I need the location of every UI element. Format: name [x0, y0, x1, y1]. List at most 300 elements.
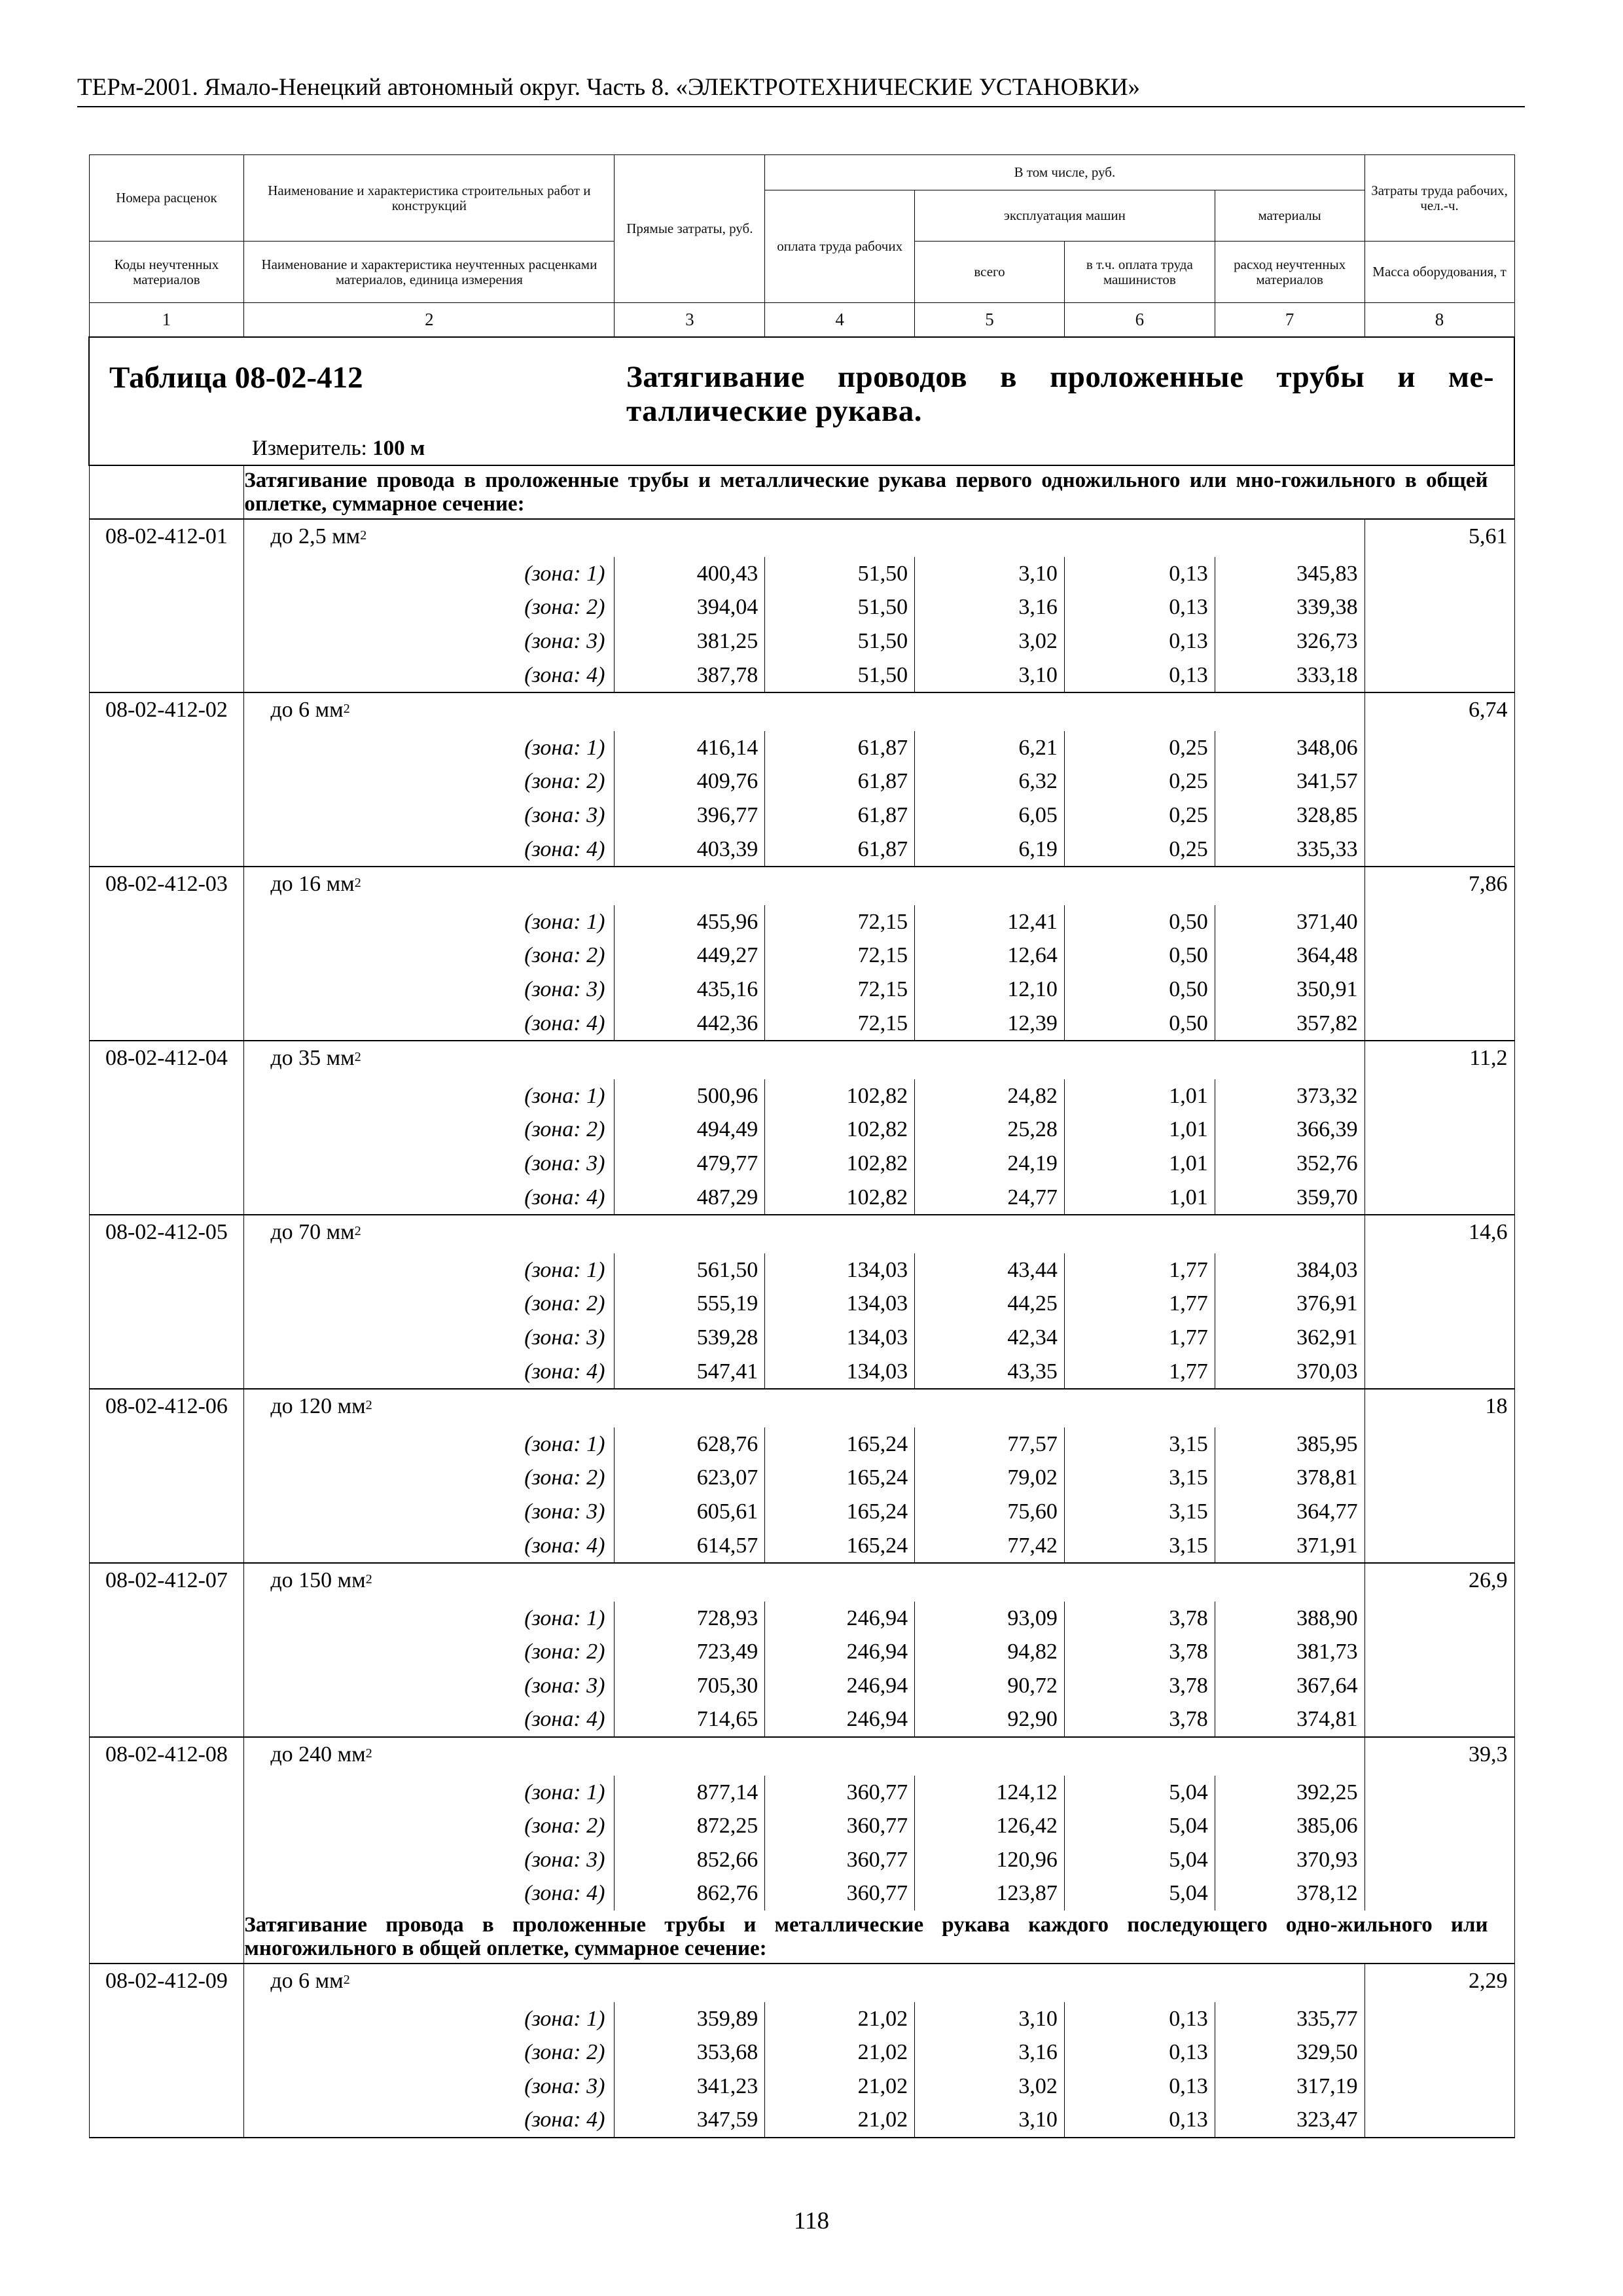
- empty-cell: [89, 731, 244, 765]
- rate-row: [89, 1389, 1514, 1427]
- rate-name-text: до 6 мм: [270, 698, 344, 723]
- value-machinists: 0,13: [1064, 591, 1215, 625]
- value-machinists: 1,01: [1064, 1147, 1215, 1181]
- header-machines-total: всего: [915, 242, 1065, 303]
- value-machinists: 3,15: [1064, 1427, 1215, 1462]
- zone-row: [89, 1355, 1514, 1390]
- zone-label: (зона: 2): [244, 1809, 615, 1843]
- value-machinists: 1,77: [1064, 1287, 1215, 1321]
- value-machines: 90,72: [915, 1669, 1065, 1703]
- empty-cell: [1364, 1809, 1514, 1843]
- zone-row: [89, 1147, 1514, 1181]
- value-materials: 328,85: [1215, 798, 1364, 833]
- value-direct: 347,59: [615, 2104, 765, 2138]
- zone-label: (зона: 1): [244, 1776, 615, 1810]
- value-labor: 165,24: [765, 1495, 915, 1529]
- value-direct: 435,16: [615, 973, 765, 1007]
- value-direct: 539,28: [615, 1321, 765, 1355]
- value-machinists: 3,15: [1064, 1495, 1215, 1529]
- value-labor: 21,02: [765, 2104, 915, 2138]
- zone-row: [89, 1253, 1514, 1287]
- empty-cell: [89, 1321, 244, 1355]
- value-labor: 102,82: [765, 1147, 915, 1181]
- column-number: 6: [1064, 303, 1215, 337]
- zone-label: (зона: 1): [244, 1079, 615, 1113]
- value-machines: 6,21: [915, 731, 1065, 765]
- value-labor: 51,50: [765, 557, 915, 591]
- rate-code: 08-02-412-02: [89, 692, 244, 731]
- empty-cell: [89, 1427, 244, 1462]
- value-materials: 326,73: [1215, 624, 1364, 658]
- value-machinists: 0,13: [1064, 2070, 1215, 2104]
- value-machinists: 5,04: [1064, 1843, 1215, 1877]
- empty-cell: [89, 905, 244, 939]
- value-machinists: 0,50: [1064, 939, 1215, 973]
- rate-name: [244, 1389, 1364, 1427]
- value-materials: 385,95: [1215, 1427, 1364, 1462]
- value-direct: 442,36: [615, 1007, 765, 1041]
- zone-row: [89, 1462, 1514, 1496]
- zone-label: (зона: 2): [244, 591, 615, 625]
- value-machines: 43,44: [915, 1253, 1065, 1287]
- value-labor: 134,03: [765, 1355, 915, 1390]
- zone-row: [89, 1495, 1514, 1529]
- zone-row: [89, 624, 1514, 658]
- value-machinists: 1,01: [1064, 1113, 1215, 1147]
- value-labor: 21,02: [765, 2002, 915, 2036]
- value-labor: 61,87: [765, 833, 915, 867]
- zone-row: [89, 731, 1514, 765]
- zone-row: [89, 1079, 1514, 1113]
- value-machines: 92,90: [915, 1703, 1065, 1738]
- value-materials: 317,19: [1215, 2070, 1364, 2104]
- value-machines: 123,87: [915, 1877, 1065, 1911]
- rate-code: 08-02-412-04: [89, 1041, 244, 1079]
- zone-label: (зона: 3): [244, 1669, 615, 1703]
- header-labor-costs: Затраты труда рабочих, чел.-ч.: [1364, 155, 1514, 242]
- zone-row: [89, 1529, 1514, 1564]
- value-machines: 43,35: [915, 1355, 1065, 1390]
- value-direct: 561,50: [615, 1253, 765, 1287]
- value-machinists: 3,15: [1064, 1529, 1215, 1564]
- value-labor: 102,82: [765, 1113, 915, 1147]
- value-labor: 360,77: [765, 1877, 915, 1911]
- value-materials: 329,50: [1215, 2036, 1364, 2070]
- empty-cell: [89, 1703, 244, 1738]
- empty-cell: [1364, 1669, 1514, 1703]
- section-heading: Затягивание провода в проложенные трубы и металлические рукава первого одножильного или мно-гожильного в общей оплетке, суммарное сечение:: [244, 468, 1488, 516]
- unit-value: 100 м: [372, 436, 425, 460]
- value-machines: 12,64: [915, 939, 1065, 973]
- empty-cell: [89, 624, 244, 658]
- zone-label: (зона: 2): [244, 2036, 615, 2070]
- value-machines: 126,42: [915, 1809, 1065, 1843]
- zone-row: [89, 1636, 1514, 1670]
- empty-cell: [1364, 765, 1514, 799]
- zone-row: [89, 1007, 1514, 1041]
- empty-cell: [89, 658, 244, 693]
- value-direct: 852,66: [615, 1843, 765, 1877]
- rate-name-text: до 70 мм: [270, 1220, 355, 1245]
- zone-row: [89, 2036, 1514, 2070]
- rate-row: [89, 1964, 1514, 2002]
- zone-label: (зона: 4): [244, 658, 615, 693]
- zone-label: (зона: 3): [244, 973, 615, 1007]
- value-machines: 3,10: [915, 557, 1065, 591]
- zone-row: [89, 557, 1514, 591]
- empty-cell: [1364, 557, 1514, 591]
- zone-label: (зона: 4): [244, 1181, 615, 1215]
- empty-cell: [89, 1147, 244, 1181]
- value-machines: 124,12: [915, 1776, 1065, 1810]
- section-heading-cell: [244, 465, 1514, 519]
- value-materials: 385,06: [1215, 1809, 1364, 1843]
- value-labor: 51,50: [765, 624, 915, 658]
- zone-label: (зона: 3): [244, 2070, 615, 2104]
- value-machinists: 0,13: [1064, 557, 1215, 591]
- rate-code: 08-02-412-03: [89, 867, 244, 905]
- value-direct: 487,29: [615, 1181, 765, 1215]
- empty-cell: [89, 1495, 244, 1529]
- labor-cost-value: 6,74: [1364, 692, 1514, 731]
- empty-cell: [1364, 1007, 1514, 1041]
- value-materials: 381,73: [1215, 1636, 1364, 1670]
- zone-row: [89, 658, 1514, 693]
- table-title: Затягивание проводов в проложенные трубы и ме-таллические рукава.: [626, 359, 1494, 428]
- value-direct: 449,27: [615, 939, 765, 973]
- value-machinists: 3,15: [1064, 1462, 1215, 1496]
- value-materials: 392,25: [1215, 1776, 1364, 1810]
- empty-cell: [1364, 973, 1514, 1007]
- labor-cost-value: 11,2: [1364, 1041, 1514, 1079]
- square-superscript: 2: [354, 1050, 361, 1065]
- section-heading-row: [89, 1910, 1514, 1964]
- empty-cell: [1364, 905, 1514, 939]
- empty-cell: [89, 1669, 244, 1703]
- empty-cell: [1364, 1321, 1514, 1355]
- empty-cell: [1364, 1253, 1514, 1287]
- value-direct: 714,65: [615, 1703, 765, 1738]
- value-machinists: 0,13: [1064, 624, 1215, 658]
- value-direct: 396,77: [615, 798, 765, 833]
- value-materials: 333,18: [1215, 658, 1364, 693]
- value-machinists: 0,25: [1064, 833, 1215, 867]
- empty-cell: [1364, 1113, 1514, 1147]
- zone-label: (зона: 4): [244, 833, 615, 867]
- empty-cell: [1364, 658, 1514, 693]
- value-materials: 366,39: [1215, 1113, 1364, 1147]
- rate-code: 08-02-412-07: [89, 1563, 244, 1602]
- empty-cell: [89, 1287, 244, 1321]
- value-materials: 339,38: [1215, 591, 1364, 625]
- value-labor: 246,94: [765, 1703, 915, 1738]
- zone-row: [89, 1602, 1514, 1636]
- zone-label: (зона: 2): [244, 1462, 615, 1496]
- section-heading-spacer: [89, 1910, 244, 1964]
- value-labor: 134,03: [765, 1321, 915, 1355]
- value-direct: 353,68: [615, 2036, 765, 2070]
- empty-cell: [1364, 1843, 1514, 1877]
- value-machines: 12,41: [915, 905, 1065, 939]
- value-labor: 165,24: [765, 1529, 915, 1564]
- value-machinists: 1,77: [1064, 1355, 1215, 1390]
- zone-label: (зона: 3): [244, 1321, 615, 1355]
- value-machinists: 3,78: [1064, 1703, 1215, 1738]
- zone-label: (зона: 2): [244, 765, 615, 799]
- square-superscript: 2: [360, 528, 367, 543]
- value-materials: 376,91: [1215, 1287, 1364, 1321]
- value-machines: 6,32: [915, 765, 1065, 799]
- value-materials: 364,48: [1215, 939, 1364, 973]
- value-machinists: 0,13: [1064, 2036, 1215, 2070]
- value-labor: 72,15: [765, 939, 915, 973]
- value-machinists: 1,01: [1064, 1079, 1215, 1113]
- value-labor: 72,15: [765, 1007, 915, 1041]
- value-machinists: 0,50: [1064, 905, 1215, 939]
- empty-cell: [89, 1007, 244, 1041]
- value-direct: 555,19: [615, 1287, 765, 1321]
- value-labor: 165,24: [765, 1427, 915, 1462]
- value-machines: 3,16: [915, 591, 1065, 625]
- empty-cell: [1364, 1181, 1514, 1215]
- rates-table: [88, 154, 1515, 2138]
- value-machinists: 0,25: [1064, 798, 1215, 833]
- zone-row: [89, 798, 1514, 833]
- value-materials: 371,91: [1215, 1529, 1364, 1564]
- header-work-name: Наименование и характеристика строительных работ и конструкций: [244, 155, 615, 242]
- section-heading-spacer: [89, 465, 244, 519]
- value-machines: 6,05: [915, 798, 1065, 833]
- value-labor: 102,82: [765, 1079, 915, 1113]
- value-direct: 605,61: [615, 1495, 765, 1529]
- rate-row: [89, 519, 1514, 558]
- zone-label: (зона: 4): [244, 1529, 615, 1564]
- empty-cell: [89, 1355, 244, 1390]
- empty-cell: [89, 1877, 244, 1911]
- column-number: 4: [765, 303, 915, 337]
- empty-cell: [89, 833, 244, 867]
- value-direct: 547,41: [615, 1355, 765, 1390]
- column-number: 2: [244, 303, 615, 337]
- value-labor: 246,94: [765, 1669, 915, 1703]
- value-direct: 877,14: [615, 1776, 765, 1810]
- value-machines: 3,16: [915, 2036, 1065, 2070]
- value-machinists: 1,77: [1064, 1321, 1215, 1355]
- value-machines: 93,09: [915, 1602, 1065, 1636]
- zone-row: [89, 1181, 1514, 1215]
- square-superscript: 2: [365, 1398, 372, 1413]
- header-machinist-pay: в т.ч. оплата труда машинистов: [1064, 242, 1215, 303]
- empty-cell: [89, 2104, 244, 2138]
- section-heading-row: [89, 465, 1514, 519]
- header-rate-numbers: Номера расценок: [89, 155, 244, 242]
- zone-label: (зона: 3): [244, 624, 615, 658]
- zone-row: [89, 1843, 1514, 1877]
- zone-row: [89, 2104, 1514, 2138]
- value-machinists: 0,25: [1064, 731, 1215, 765]
- value-machinists: 0,50: [1064, 1007, 1215, 1041]
- value-labor: 360,77: [765, 1809, 915, 1843]
- value-materials: 367,64: [1215, 1669, 1364, 1703]
- value-machines: 79,02: [915, 1462, 1065, 1496]
- value-machines: 12,39: [915, 1007, 1065, 1041]
- empty-cell: [1364, 1636, 1514, 1670]
- empty-cell: [1364, 1529, 1514, 1564]
- value-materials: 352,76: [1215, 1147, 1364, 1181]
- value-labor: 61,87: [765, 731, 915, 765]
- value-machines: 42,34: [915, 1321, 1065, 1355]
- value-machines: 75,60: [915, 1495, 1065, 1529]
- value-materials: 378,12: [1215, 1877, 1364, 1911]
- value-materials: 359,70: [1215, 1181, 1364, 1215]
- rate-row: [89, 1215, 1514, 1253]
- empty-cell: [1364, 1355, 1514, 1390]
- zone-row: [89, 1877, 1514, 1911]
- value-labor: 61,87: [765, 765, 915, 799]
- value-machines: 12,10: [915, 973, 1065, 1007]
- value-machines: 77,57: [915, 1427, 1065, 1462]
- value-labor: 246,94: [765, 1602, 915, 1636]
- rate-name-text: до 150 мм: [270, 1568, 366, 1593]
- zone-row: [89, 1669, 1514, 1703]
- zone-row: [89, 973, 1514, 1007]
- square-superscript: 2: [354, 1224, 361, 1239]
- empty-cell: [1364, 1287, 1514, 1321]
- rate-name: [244, 519, 1364, 558]
- rate-name: [244, 1563, 1364, 1602]
- value-machines: 24,82: [915, 1079, 1065, 1113]
- rate-name: [244, 1737, 1364, 1776]
- value-direct: 381,25: [615, 624, 765, 658]
- zone-row: [89, 1776, 1514, 1810]
- zone-label: (зона: 1): [244, 1253, 615, 1287]
- empty-cell: [1364, 1703, 1514, 1738]
- empty-cell: [89, 1602, 244, 1636]
- empty-cell: [1364, 624, 1514, 658]
- table-header: [89, 155, 1514, 337]
- value-machines: 25,28: [915, 1113, 1065, 1147]
- value-materials: 373,32: [1215, 1079, 1364, 1113]
- rate-name: [244, 1041, 1364, 1079]
- labor-cost-value: 5,61: [1364, 519, 1514, 558]
- rate-row: [89, 692, 1514, 731]
- labor-cost-value: 14,6: [1364, 1215, 1514, 1253]
- value-labor: 165,24: [765, 1462, 915, 1496]
- rate-code: 08-02-412-01: [89, 519, 244, 558]
- empty-cell: [1364, 731, 1514, 765]
- value-direct: 623,07: [615, 1462, 765, 1496]
- value-direct: 628,76: [615, 1427, 765, 1462]
- header-labor-pay: оплата труда рабочих: [765, 190, 915, 303]
- empty-cell: [89, 1253, 244, 1287]
- empty-cell: [1364, 798, 1514, 833]
- value-direct: 614,57: [615, 1529, 765, 1564]
- value-machinists: 0,13: [1064, 2002, 1215, 2036]
- rate-name: [244, 1215, 1364, 1253]
- value-machinists: 1,77: [1064, 1253, 1215, 1287]
- empty-cell: [1364, 2104, 1514, 2138]
- value-direct: 455,96: [615, 905, 765, 939]
- value-direct: 872,25: [615, 1809, 765, 1843]
- empty-cell: [89, 939, 244, 973]
- empty-cell: [1364, 1602, 1514, 1636]
- zone-label: (зона: 2): [244, 1113, 615, 1147]
- value-materials: 350,91: [1215, 973, 1364, 1007]
- value-labor: 246,94: [765, 1636, 915, 1670]
- value-machinists: 5,04: [1064, 1809, 1215, 1843]
- empty-cell: [1364, 2036, 1514, 2070]
- empty-cell: [89, 973, 244, 1007]
- empty-cell: [1364, 1877, 1514, 1911]
- value-labor: 72,15: [765, 973, 915, 1007]
- square-superscript: 2: [365, 1572, 372, 1587]
- header-equipment-mass: Масса оборудования, т: [1364, 242, 1514, 303]
- empty-cell: [1364, 591, 1514, 625]
- value-labor: 134,03: [765, 1287, 915, 1321]
- empty-cell: [89, 798, 244, 833]
- value-direct: 500,96: [615, 1079, 765, 1113]
- zone-row: [89, 591, 1514, 625]
- empty-cell: [1364, 1495, 1514, 1529]
- zone-label: (зона: 2): [244, 939, 615, 973]
- header-including: В том числе, руб.: [765, 155, 1364, 190]
- zone-label: (зона: 1): [244, 557, 615, 591]
- value-labor: 61,87: [765, 798, 915, 833]
- square-superscript: 2: [343, 1973, 350, 1988]
- value-machines: 3,02: [915, 2070, 1065, 2104]
- value-machines: 24,77: [915, 1181, 1065, 1215]
- value-machinists: 5,04: [1064, 1776, 1215, 1810]
- zone-label: (зона: 2): [244, 1287, 615, 1321]
- labor-cost-value: 7,86: [1364, 867, 1514, 905]
- value-direct: 359,89: [615, 2002, 765, 2036]
- value-labor: 102,82: [765, 1181, 915, 1215]
- zone-label: (зона: 3): [244, 798, 615, 833]
- column-number: 1: [89, 303, 244, 337]
- zone-label: (зона: 1): [244, 905, 615, 939]
- empty-cell: [1364, 1462, 1514, 1496]
- section-heading: Затягивание провода в проложенные трубы и металлические рукава каждого последующего одно-жильного или многожильного в общей оплетке, суммарное сечение:: [244, 1913, 1488, 1961]
- zone-row: [89, 1287, 1514, 1321]
- value-direct: 705,30: [615, 1669, 765, 1703]
- value-machines: 3,10: [915, 2104, 1065, 2138]
- value-direct: 728,93: [615, 1602, 765, 1636]
- value-machinists: 0,25: [1064, 765, 1215, 799]
- value-machinists: 0,13: [1064, 2104, 1215, 2138]
- zone-row: [89, 1427, 1514, 1462]
- value-materials: 364,77: [1215, 1495, 1364, 1529]
- empty-cell: [89, 2036, 244, 2070]
- value-machinists: 3,78: [1064, 1602, 1215, 1636]
- zone-row: [89, 1113, 1514, 1147]
- rate-code: 08-02-412-08: [89, 1737, 244, 1776]
- value-labor: 21,02: [765, 2070, 915, 2104]
- empty-cell: [89, 1809, 244, 1843]
- value-machinists: 3,78: [1064, 1669, 1215, 1703]
- rate-name-text: до 120 мм: [270, 1394, 366, 1419]
- rate-row: [89, 867, 1514, 905]
- labor-cost-value: 39,3: [1364, 1737, 1514, 1776]
- zone-row: [89, 765, 1514, 799]
- empty-cell: [89, 1113, 244, 1147]
- rate-code: 08-02-412-05: [89, 1215, 244, 1253]
- measurement-unit: [89, 428, 1514, 465]
- rate-code: 08-02-412-09: [89, 1964, 244, 2002]
- value-materials: 378,81: [1215, 1462, 1364, 1496]
- zone-label: (зона: 4): [244, 2104, 615, 2138]
- zone-row: [89, 2070, 1514, 2104]
- square-superscript: 2: [343, 702, 350, 717]
